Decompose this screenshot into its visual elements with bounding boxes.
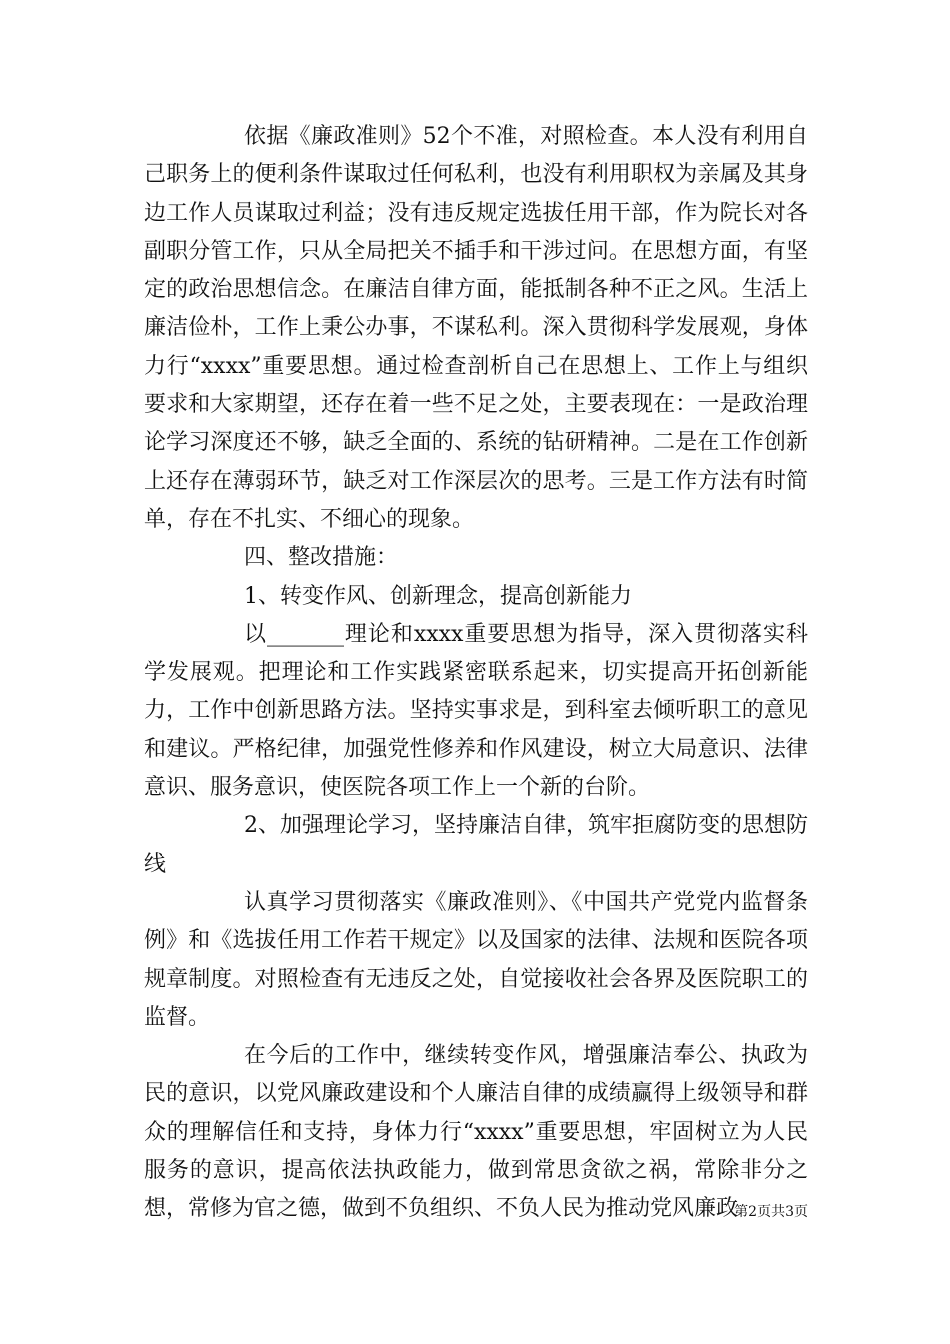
page-number-footer: 第2页共3页 <box>734 1204 808 1220</box>
paragraph-measure-2: 认真学习贯彻落实《廉政准则》、《中国共产党党内监督条例》和《选拔任用工作若干规定》以及国家的法律、法规和医院各项规章制度。对照检查有无违反之处，自觉接收社会各界及医院职工的监督。 <box>144 889 808 1030</box>
heading-rectification-measures: 四、整改措施： <box>244 545 399 571</box>
subheading-2: 2、加强理论学习，坚持廉洁自律，筑牢拒腐防变的思想防线 <box>144 813 808 877</box>
subheading-1: 1、转变作风、创新理念，提高创新能力 <box>244 583 632 609</box>
document-body <box>144 118 808 1229</box>
paragraph-measure-1: 以_______理论和xxxx重要思想为指导，深入贯彻落实科学发展观。把理论和工作实践紧密联系起来，切实提高开拓创新能力，工作中创新思路方法。坚持实事求是，到科室去倾听职工的意见和建议。严格纪律，加强党性修养和作风建设，树立大局意识、法律意识、服务意识，使医院各项工作上一个新的台阶。 <box>144 621 808 801</box>
paragraph-self-review: 依据《廉政准则》52个不准，对照检查。本人没有利用自己职务上的便利条件谋取过任何私利，也没有利用职权为亲属及其身边工作人员谋取过利益；没有违反规定选拔任用干部，作为院长对各副职分管工作，只从全局把关不插手和干涉过问。在思想方面，有坚定的政治思想信念。在廉洁自律方面，能抵制各种不正之风。生活上廉洁俭朴，工作上秉公办事，不谋私利。深入贯彻科学发展观，身体力行“xxxx”重要思想。通过检查剖析自己在思想上、工作上与组织要求和大家期望，还存在着一些不足之处，主要表现在：一是政治理论学习深度还不够，缺乏全面的、系统的钻研精神。二是在工作创新上还存在薄弱环节，缺乏对工作深层次的思考。三是工作方法有时简单，存在不扎实、不细心的现象。 <box>144 124 809 532</box>
paragraph-future-work: 在今后的工作中，继续转变作风，增强廉洁奉公、执政为民的意识，以党风廉政建设和个人廉洁自律的成绩赢得上级领导和群众的理解信任和支持，身体力行“xxxx”重要思想，牢固树立为人民服务的意识，提高依法执政能力，做到常思贪欲之祸，常除非分之想，常修为官之德，做到不负组织、不负人民为推动党风廉政 <box>144 1043 808 1222</box>
